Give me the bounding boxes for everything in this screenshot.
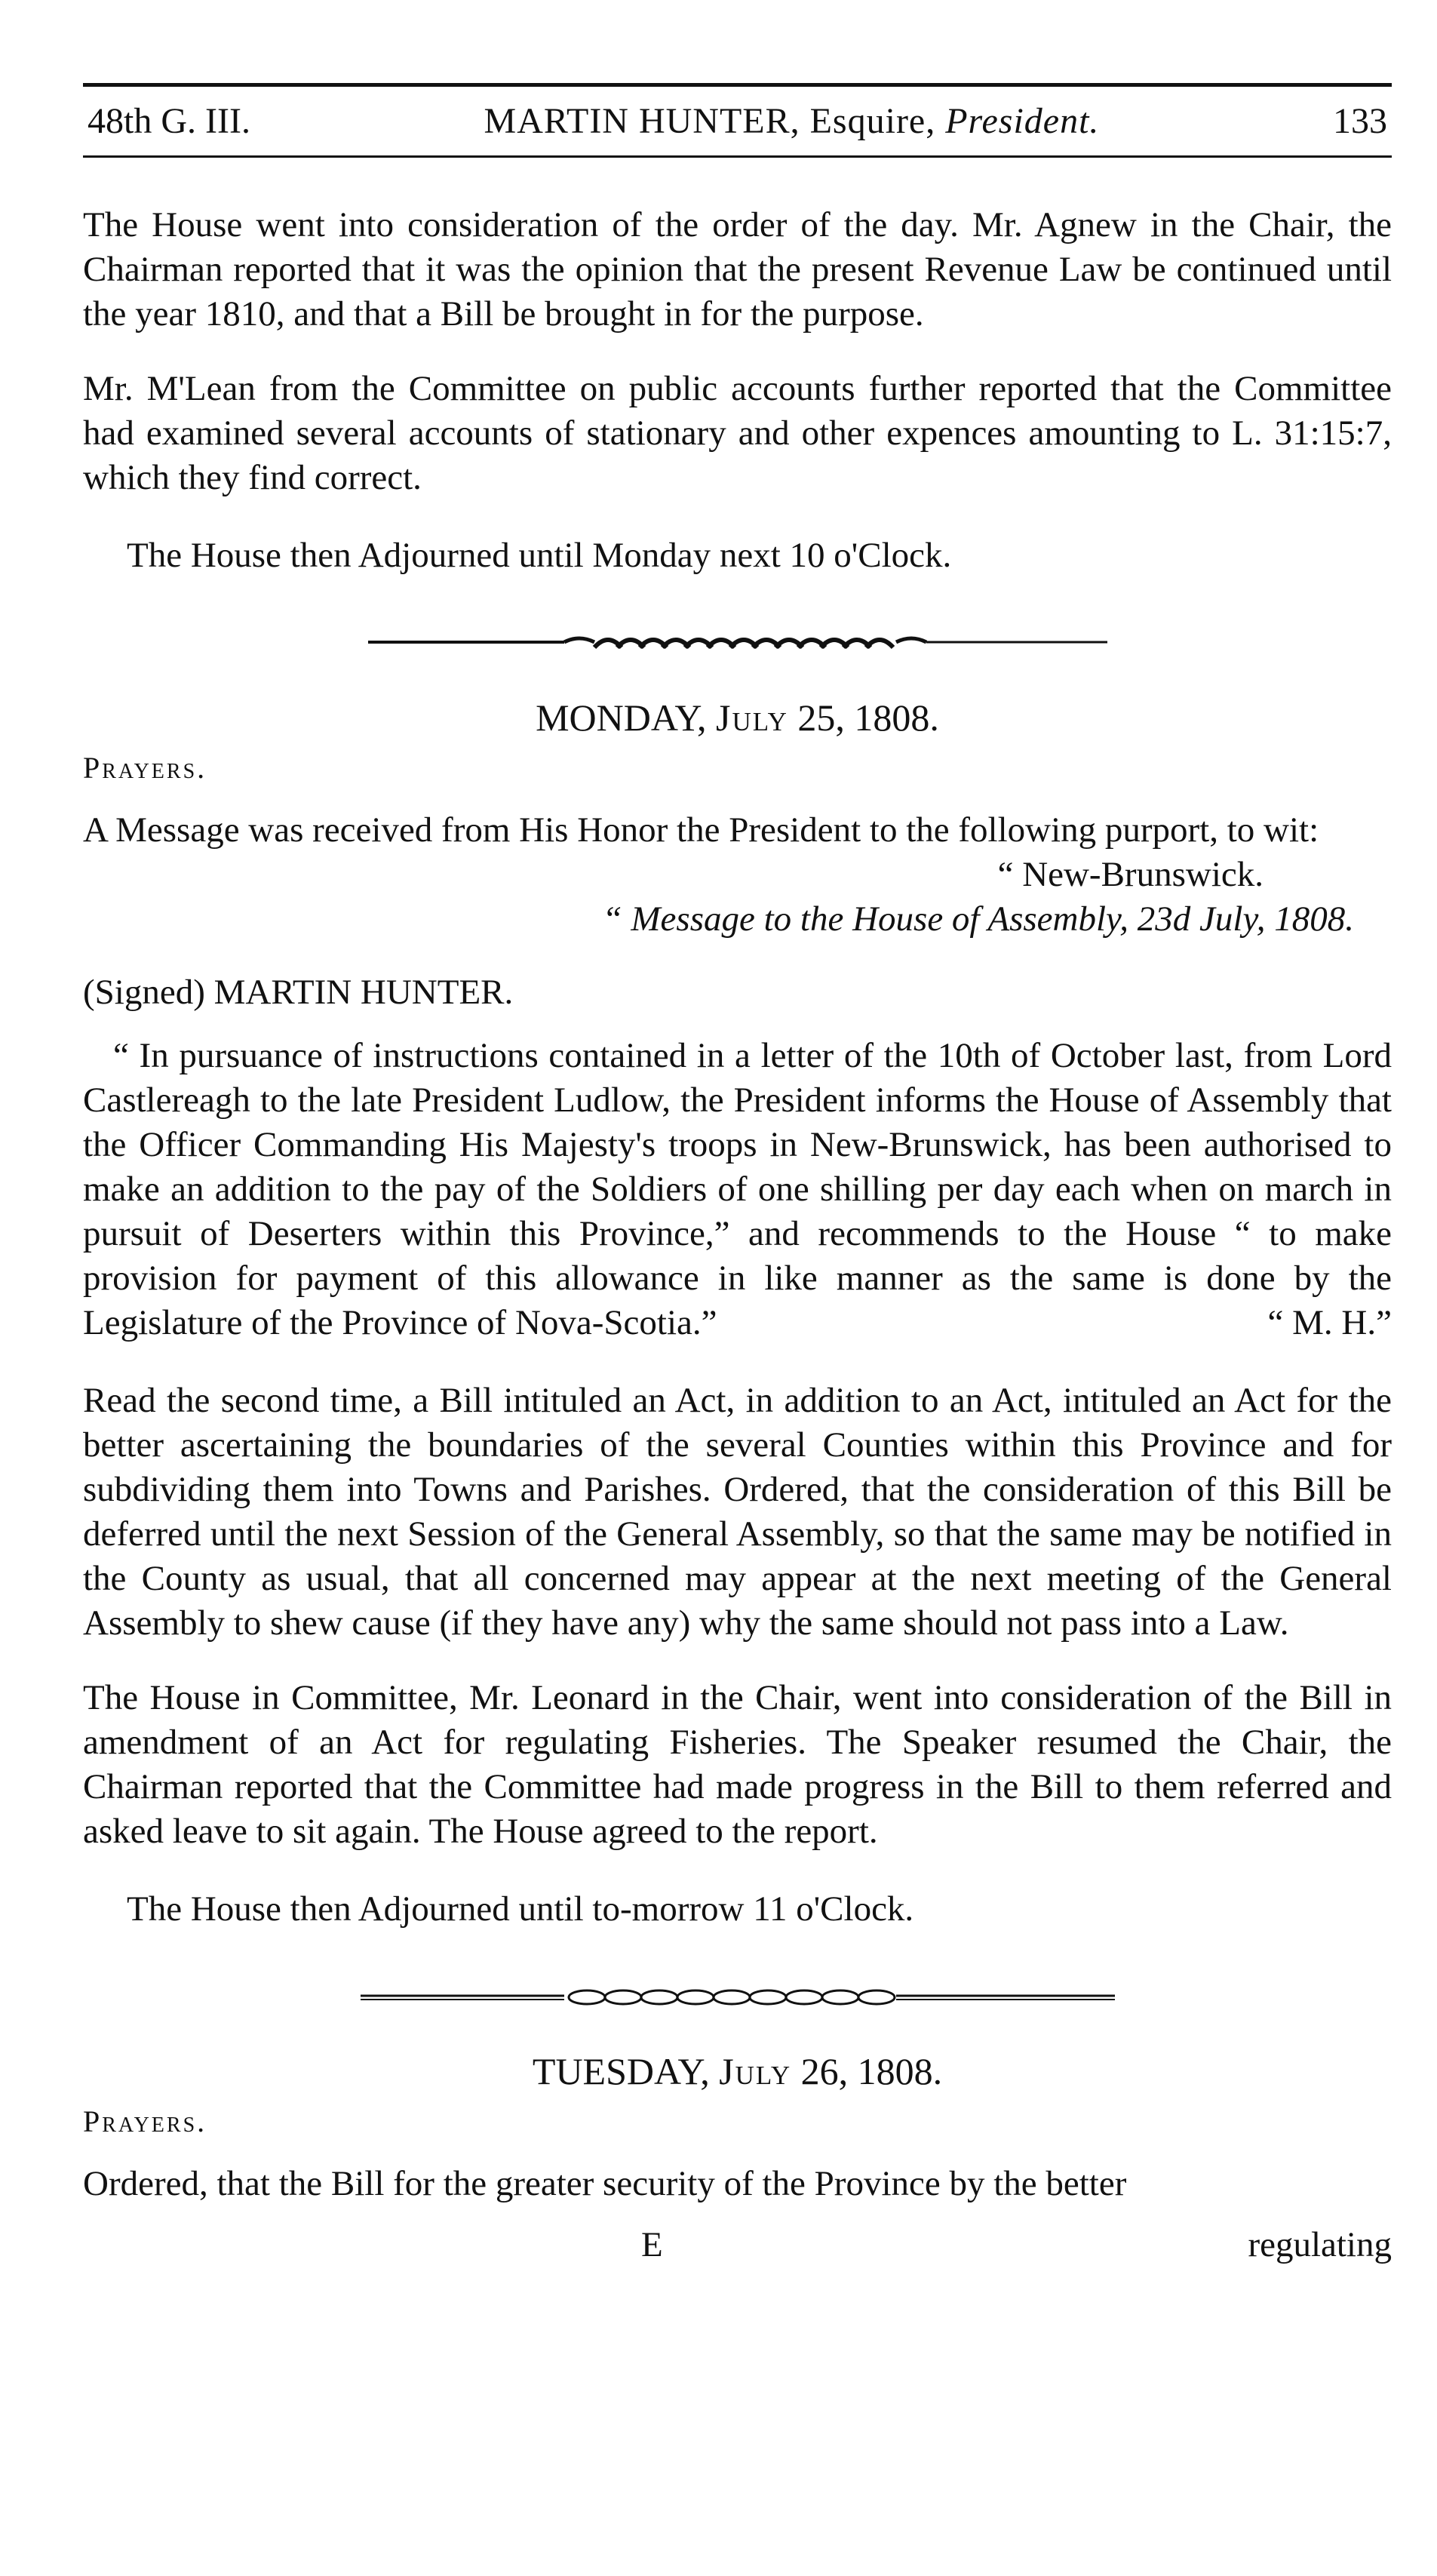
day-heading-tuesday: TUESDAY, July 26, 1808.	[532, 2050, 943, 2092]
letter-dateline: “ Message to the House of Assembly, 23d July, 1808.	[602, 899, 1354, 939]
adjournment-tuesday: The House then Adjourned until to-morrow 11 o'Clock.	[127, 1889, 914, 1929]
signed-line: (Signed) MARTIN HUNTER.	[83, 973, 514, 1012]
paragraph-public-accounts: Mr. M'Lean from the Committee on public accounts further reported that the Committee had examined several accounts of stationary and other expences amounting to L. 31:15:7, which they find correct.	[83, 369, 1392, 497]
message-intro: A Message was received from His Honor the President to the following purport, to wit:	[83, 810, 1319, 850]
running-head	[83, 100, 1392, 155]
running-title: MARTIN HUNTER, Esquire, President.	[484, 101, 1100, 141]
signature-mark: E	[641, 2225, 663, 2264]
prayers-monday: Prayers.	[83, 751, 207, 785]
ornament-divider	[83, 631, 1392, 653]
head-rule	[83, 155, 1392, 158]
paragraph-revenue-law: The House went into consideration of the order of the day. Mr. Agnew in the Chair, the Chairman reported that it was the opinion that the present Revenue Law be continued until the year 1810, and that a Bill be brought in for the purpose.	[83, 205, 1392, 334]
catchword: regulating	[1248, 2225, 1392, 2264]
adjournment-monday: The House then Adjourned until Monday next 10 o'Clock.	[127, 536, 952, 575]
day-heading-monday: MONDAY, July 25, 1808.	[536, 696, 939, 739]
letter-place: “ New-Brunswick.	[997, 855, 1264, 894]
chain-ornament-icon	[361, 1984, 1115, 2007]
message-body: “ In pursuance of instructions contained in a letter of the 10th of October last, from Lord Castlereagh to the late President Ludlow, the President informs the House of Assembly that the Officer Commanding His Majesty's troops in New-Brunswick, has been authorised to make an addition to the pay of the Soldiers of one shilling per day each when on march in pursuit of Deserters within this Province,” and recommends to the House “ to make provision for payment of this allowance in like manner as the same is done by the Legislature of the Province of Nova-Scotia.” “ M. H.”	[83, 1034, 1392, 1345]
rope-ornament-icon	[368, 631, 1107, 653]
message-initials: “ M. H.”	[1267, 1303, 1392, 1342]
paragraph-ordered: Ordered, that the Bill for the greater security of the Province by the better	[83, 2164, 1127, 2203]
paragraph-second-reading: Read the second time, a Bill intituled an Act, in addition to an Act, intituled an Act for the better ascertaining the boundaries of the several Counties within this Province and for subdividing them into Towns and Parishes. Ordered, that the consideration of this Bill be deferred until the next Session of the General Assembly, so that the same may be notified in the County as usual, that all concerned may appear at the next meeting of the General Assembly to shew cause (if they have any) why the same should not pass into a Law.	[83, 1381, 1392, 1643]
top-rule	[83, 83, 1392, 87]
prayers-tuesday: Prayers.	[83, 2104, 207, 2138]
paragraph-committee-fisheries: The House in Committee, Mr. Leonard in the Chair, went into consideration of the Bill in amendment of an Act for regulating Fisheries. The Speaker resumed the Chair, the Chairman reported that the Committee had made progress in the Bill to them referred and asked leave to sit again. The House agreed to the report.	[83, 1678, 1392, 1851]
regnal-year: 48th G. III.	[88, 101, 250, 141]
page	[83, 83, 1392, 2265]
page-number: 133	[1332, 101, 1387, 141]
page-footer	[83, 2224, 1392, 2265]
ornament-divider-2	[83, 1984, 1392, 2007]
